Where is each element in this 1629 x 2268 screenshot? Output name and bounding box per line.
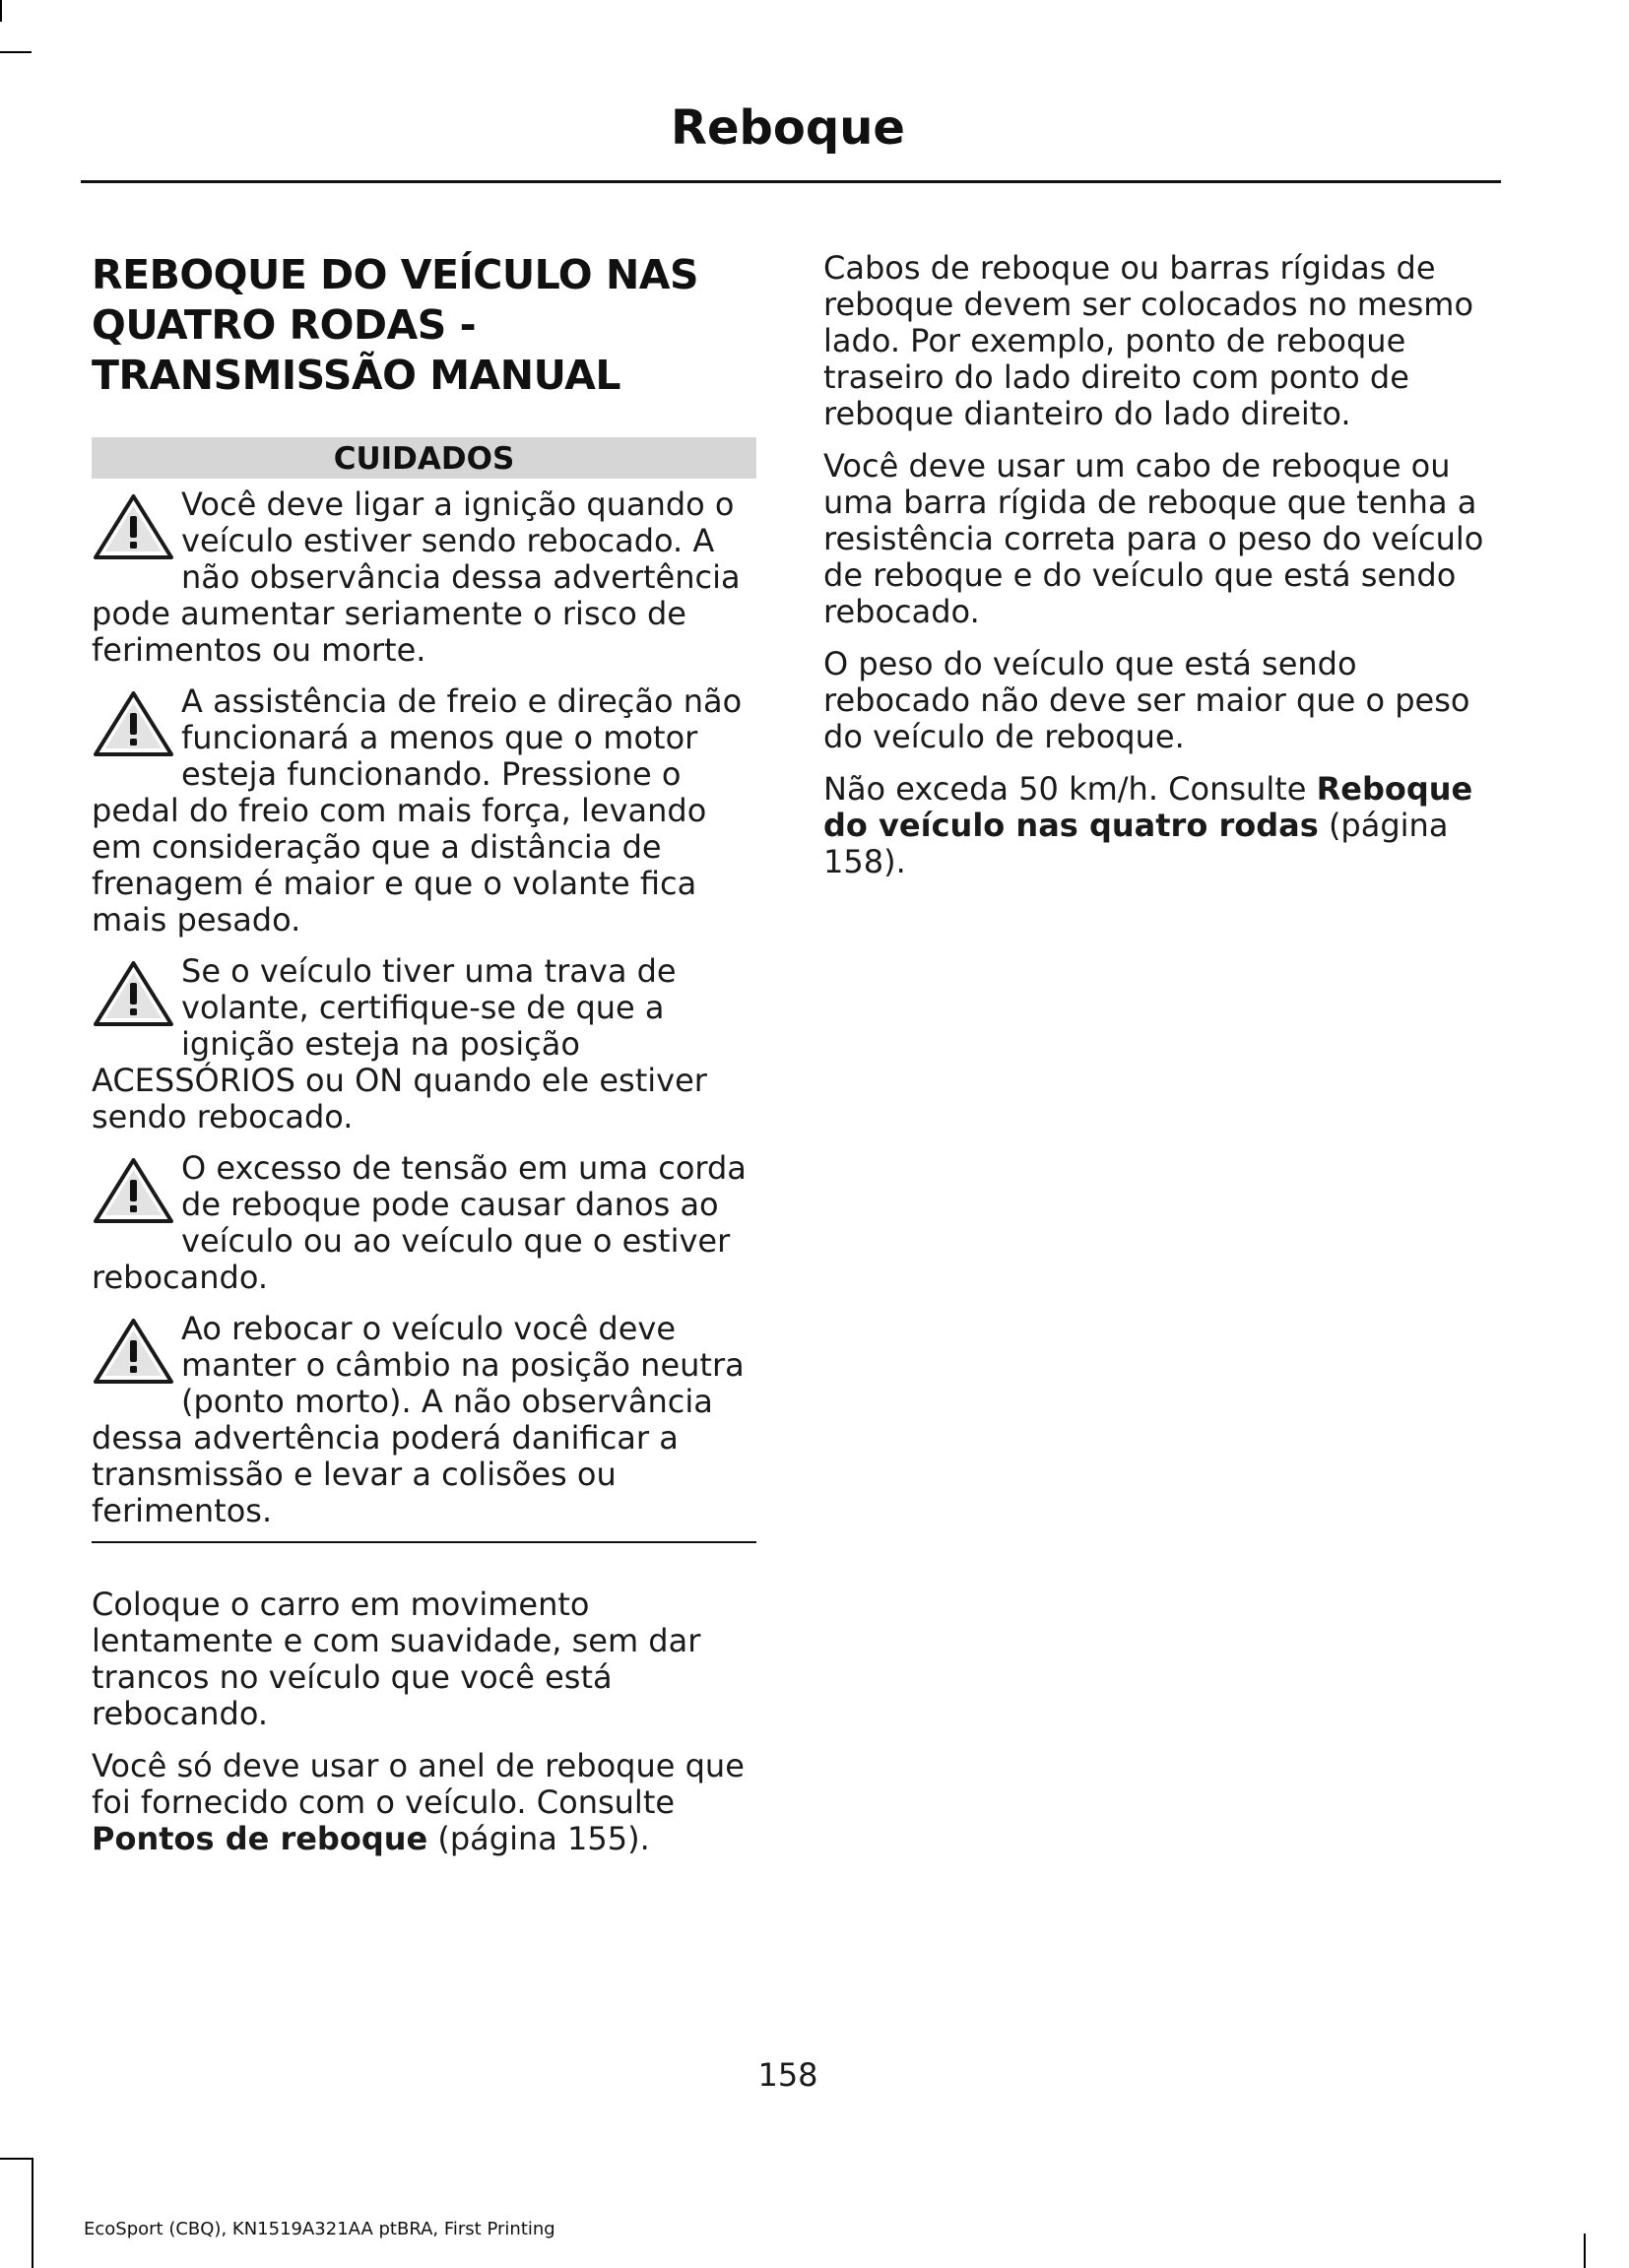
paragraph [823,771,1493,880]
page-number: 158 [757,2056,818,2094]
page-header: Reboque [671,100,905,156]
warning-triangle-icon [92,1317,175,1386]
caution-item [92,1150,756,1296]
warning-triangle-icon [92,1156,175,1225]
warning-triangle-icon [92,959,175,1028]
cautions-heading: CUIDADOS [92,437,756,479]
caution-item [92,486,756,669]
warning-triangle-icon [92,689,175,758]
crop-mark [32,2158,33,2268]
caution-text: Ao rebocar o veículo você deve manter o câmbio na posição neutra (ponto morto). A não observância dessa advertência poderá danificar a transmissão e levar a colisões ou ferimentos. [92,1310,745,1529]
paragraph-text: Não exceda 50 km/h. Consulte [823,770,1307,808]
crop-mark [1584,2234,1586,2268]
caution-item [92,953,756,1135]
left-column [92,250,756,1873]
section-title-line: REBOQUE DO VEÍCULO NAS [92,251,699,298]
crop-mark [0,2158,32,2160]
paragraph: Você deve usar um cabo de reboque ou uma barra rígida de reboque que tenha a resistência correta para o peso do veículo de reboque e do veículo que está sendo rebocado. [823,447,1484,630]
crop-mark [0,51,32,53]
page-reference: (página 155). [437,1820,650,1857]
right-column [823,250,1493,896]
section-title-line: QUATRO RODAS - [92,301,477,349]
paragraph: Coloque o carro em movimento lentamente e com suavidade, sem dar trancos no veículo que você está rebocando. [92,1586,701,1732]
caution-item [92,1311,756,1529]
cautions-end-rule [92,1541,756,1543]
warning-triangle-icon [92,492,175,561]
section-title-line: TRANSMISSÃO MANUAL [92,352,620,399]
paragraph: Cabos de reboque ou barras rígidas de reboque devem ser colocados no mesmo lado. Por exemplo, ponto de reboque traseiro do lado direito com ponto de reboque dianteiro do lado direito. [823,249,1474,432]
header-rule [81,180,1501,183]
paragraph: O peso do veículo que está sendo rebocado não deve ser maior que o peso do veículo de reboque. [823,645,1470,755]
paragraph [92,1748,756,1857]
caution-text: O excesso de tensão em uma corda de reboque pode causar danos ao veículo ou ao veículo que o estiver rebocando. [92,1149,747,1296]
caution-text: Você deve ligar a ignição quando o veículo estiver sendo rebocado. A não observância dessa advertência pode aumentar seriamente o risco de ferimentos ou morte. [92,486,741,669]
caution-text: A assistência de freio e direção não funcionará a menos que o motor esteja funcionando. Pressione o pedal do freio com mais força, levando em consideração que a distância de frenagem é maior e que o volante fica mais pesado. [92,682,743,939]
paragraph-text: Você só deve usar o anel de reboque que foi fornecido com o veículo. Consulte [92,1747,745,1821]
footer-text: EcoSport (CBQ), KN1519A321AA ptBRA, First Printing [84,2219,555,2239]
page-reference: (página 158). [823,807,1449,880]
caution-text: Se o veículo tiver uma trava de volante, certifique-se de que a ignição esteja na posição ACESSÓRIOS ou ON quando ele estiver sendo rebocado. [92,952,707,1135]
section-title [92,250,756,401]
crop-mark [0,0,2,22]
caution-item [92,683,756,939]
cross-reference-link[interactable]: Pontos de reboque [92,1820,428,1857]
cross-reference-link[interactable]: Reboque do veículo nas quatro rodas [823,770,1473,844]
